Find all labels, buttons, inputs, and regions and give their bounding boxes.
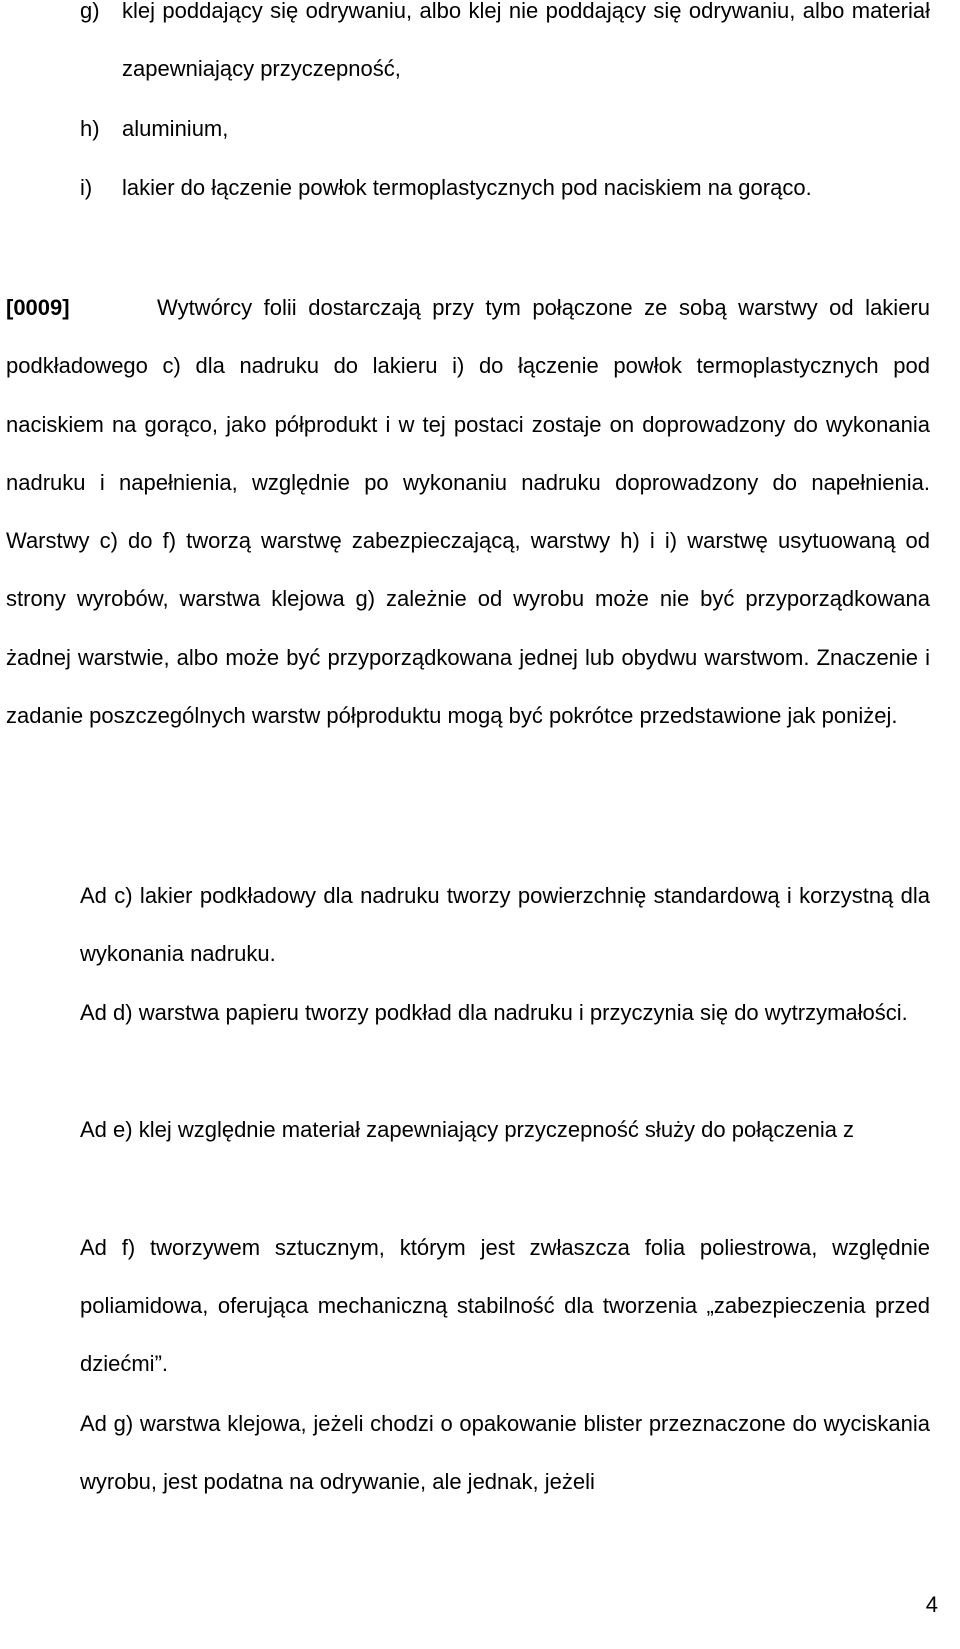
list-item-text: klej poddający się odrywaniu, albo klej nie poddający się odrywaniu, albo materiał zapewniający przyczepność, [122,0,930,81]
list-item-h [80,100,930,158]
page-number: 4 [925,1592,938,1617]
list-item-g [80,0,930,98]
ad-item-g [80,1395,930,1511]
paragraph-number: [0009] [6,295,70,320]
paragraph-0009 [6,279,930,745]
ad-item-e [80,1101,930,1159]
list-marker: g) [80,0,100,23]
ad-item-f [80,1219,930,1393]
ad-item-c [80,867,930,983]
paragraph-text: Wytwórcy folii dostarczają przy tym połączone ze sobą warstwy od lakieru podkładowego c) dla nadruku do lakieru i) do łączenie powłok termoplastycznych pod naciskiem na gorąco, jako półprodukt i w tej postaci zostaje on doprowadzony do wykonania nadruku i napełnienia, względnie po wykonaniu nadruku doprowadzony do napełnienia. Warstwy c) do f) tworzą warstwę zabezpieczającą, warstwy h) i i) warstwę usytuowaną od strony wyrobów, warstwa klejowa g) zależnie od wyrobu może nie być przyporządkowana żadnej warstwie, albo może być przyporządkowana jednej lub obydwu warstwom. Znaczenie i zadanie poszczególnych warstw półproduktu mogą być pokrótce przedstawione jak poniżej. [6,295,930,729]
ad-item-text: Ad f) tworzywem sztucznym, którym jest zwłaszcza folia poliestrowa, względnie poliamidowa, oferująca mechaniczną stabilność dla tworzenia „zabezpieczenia przed dziećmi”. [80,1235,930,1376]
ad-item-text: Ad c) lakier podkładowy dla nadruku tworzy powierzchnię standardową i korzystną dla wykonania nadruku. [80,883,930,966]
list-item-text: lakier do łączenie powłok termoplastycznych pod naciskiem na gorąco. [122,175,812,200]
list-marker: h) [80,116,100,141]
list-marker: i) [80,175,93,200]
ad-item-text: Ad e) klej względnie materiał zapewniający przyczepność służy do połączenia z [80,1117,855,1142]
list-item-i [80,159,930,217]
ad-item-text: Ad g) warstwa klejowa, jeżeli chodzi o opakowanie blister przeznaczone do wyciskania wyrobu, jest podatna na odrywanie, ale jednak, jeżeli [80,1411,930,1494]
list-item-text: aluminium, [122,116,229,141]
ad-item-d [80,984,930,1042]
ad-item-text: Ad d) warstwa papieru tworzy podkład dla nadruku i przyczynia się do wytrzymałości. [80,1000,908,1025]
